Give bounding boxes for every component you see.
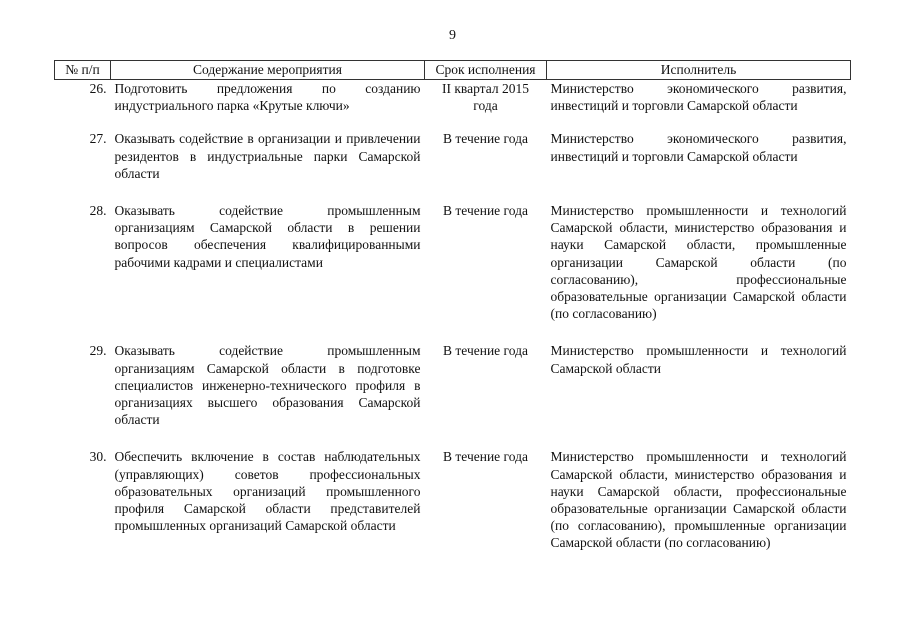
header-executor: Исполнитель: [547, 61, 851, 80]
page-number: 9: [449, 28, 456, 43]
header-num: № п/п: [55, 61, 111, 80]
row-executor: Министерство промышленности и технологий Самарской области, министерство образования и науки Самарской области, профессиональные образовательные организации Самарской области (по согласованию), промышленные организации Самарской области (по согласованию): [550, 449, 847, 551]
row-content: Оказывать содействие промышленным организациям Самарской области в решении вопросов обеспечения квалифицированными рабочими кадрами и специалистами: [114, 203, 421, 270]
row-executor: Министерство экономического развития, инвестиций и торговли Самарской области: [550, 81, 847, 114]
row-num: 30.: [89, 449, 107, 465]
row-executor: Министерство промышленности и технологий Самарской области: [550, 343, 847, 376]
table-row: [55, 448, 851, 551]
row-executor: Министерство экономического развития, инвестиций и торговли Самарской области: [550, 131, 847, 164]
header-content: Содержание мероприятия: [111, 61, 425, 80]
row-content: Обеспечить включение в состав наблюдательных (управляющих) советов профессиональных образовательных организаций промышленного профиля Самарской области представителей промышленных организаций Самарской области: [114, 449, 421, 534]
row-executor: Министерство промышленности и технологий Самарской области, министерство образования и науки Самарской области, промышленные организации Самарской области (по согласованию), профессиональные образовательные организации Самарской области (по согласованию): [550, 203, 847, 322]
table-row: [55, 130, 851, 182]
row-spacer: [55, 182, 851, 202]
row-num: 26.: [89, 81, 107, 96]
row-content: Подготовить предложения по созданию индустриального парка «Крутые ключи»: [114, 81, 421, 114]
table-row: [55, 342, 851, 428]
action-plan-table: [54, 60, 851, 552]
row-term: В течение года: [443, 203, 528, 219]
row-term: II квартал 2015 года: [442, 81, 529, 114]
row-spacer: [55, 428, 851, 448]
table-row: [55, 202, 851, 322]
row-term: В течение года: [443, 131, 528, 147]
row-num: 27.: [89, 131, 107, 147]
row-term: В течение года: [443, 449, 528, 465]
row-spacer: [55, 114, 851, 130]
row-num: 29.: [89, 343, 107, 359]
row-content: Оказывать содействие в организации и привлечении резидентов в индустриальные парки Самарской области: [114, 131, 421, 181]
row-spacer: [55, 322, 851, 342]
header-term: Срок исполнения: [425, 61, 547, 80]
table-row: [55, 80, 851, 115]
row-content: Оказывать содействие промышленным организациям Самарской области в подготовке специалистов инженерно-технического профиля в организациях высшего образования Самарской области: [114, 343, 421, 428]
row-num: 28.: [89, 203, 107, 219]
row-term: В течение года: [443, 343, 528, 359]
table-header-row: [55, 61, 851, 80]
